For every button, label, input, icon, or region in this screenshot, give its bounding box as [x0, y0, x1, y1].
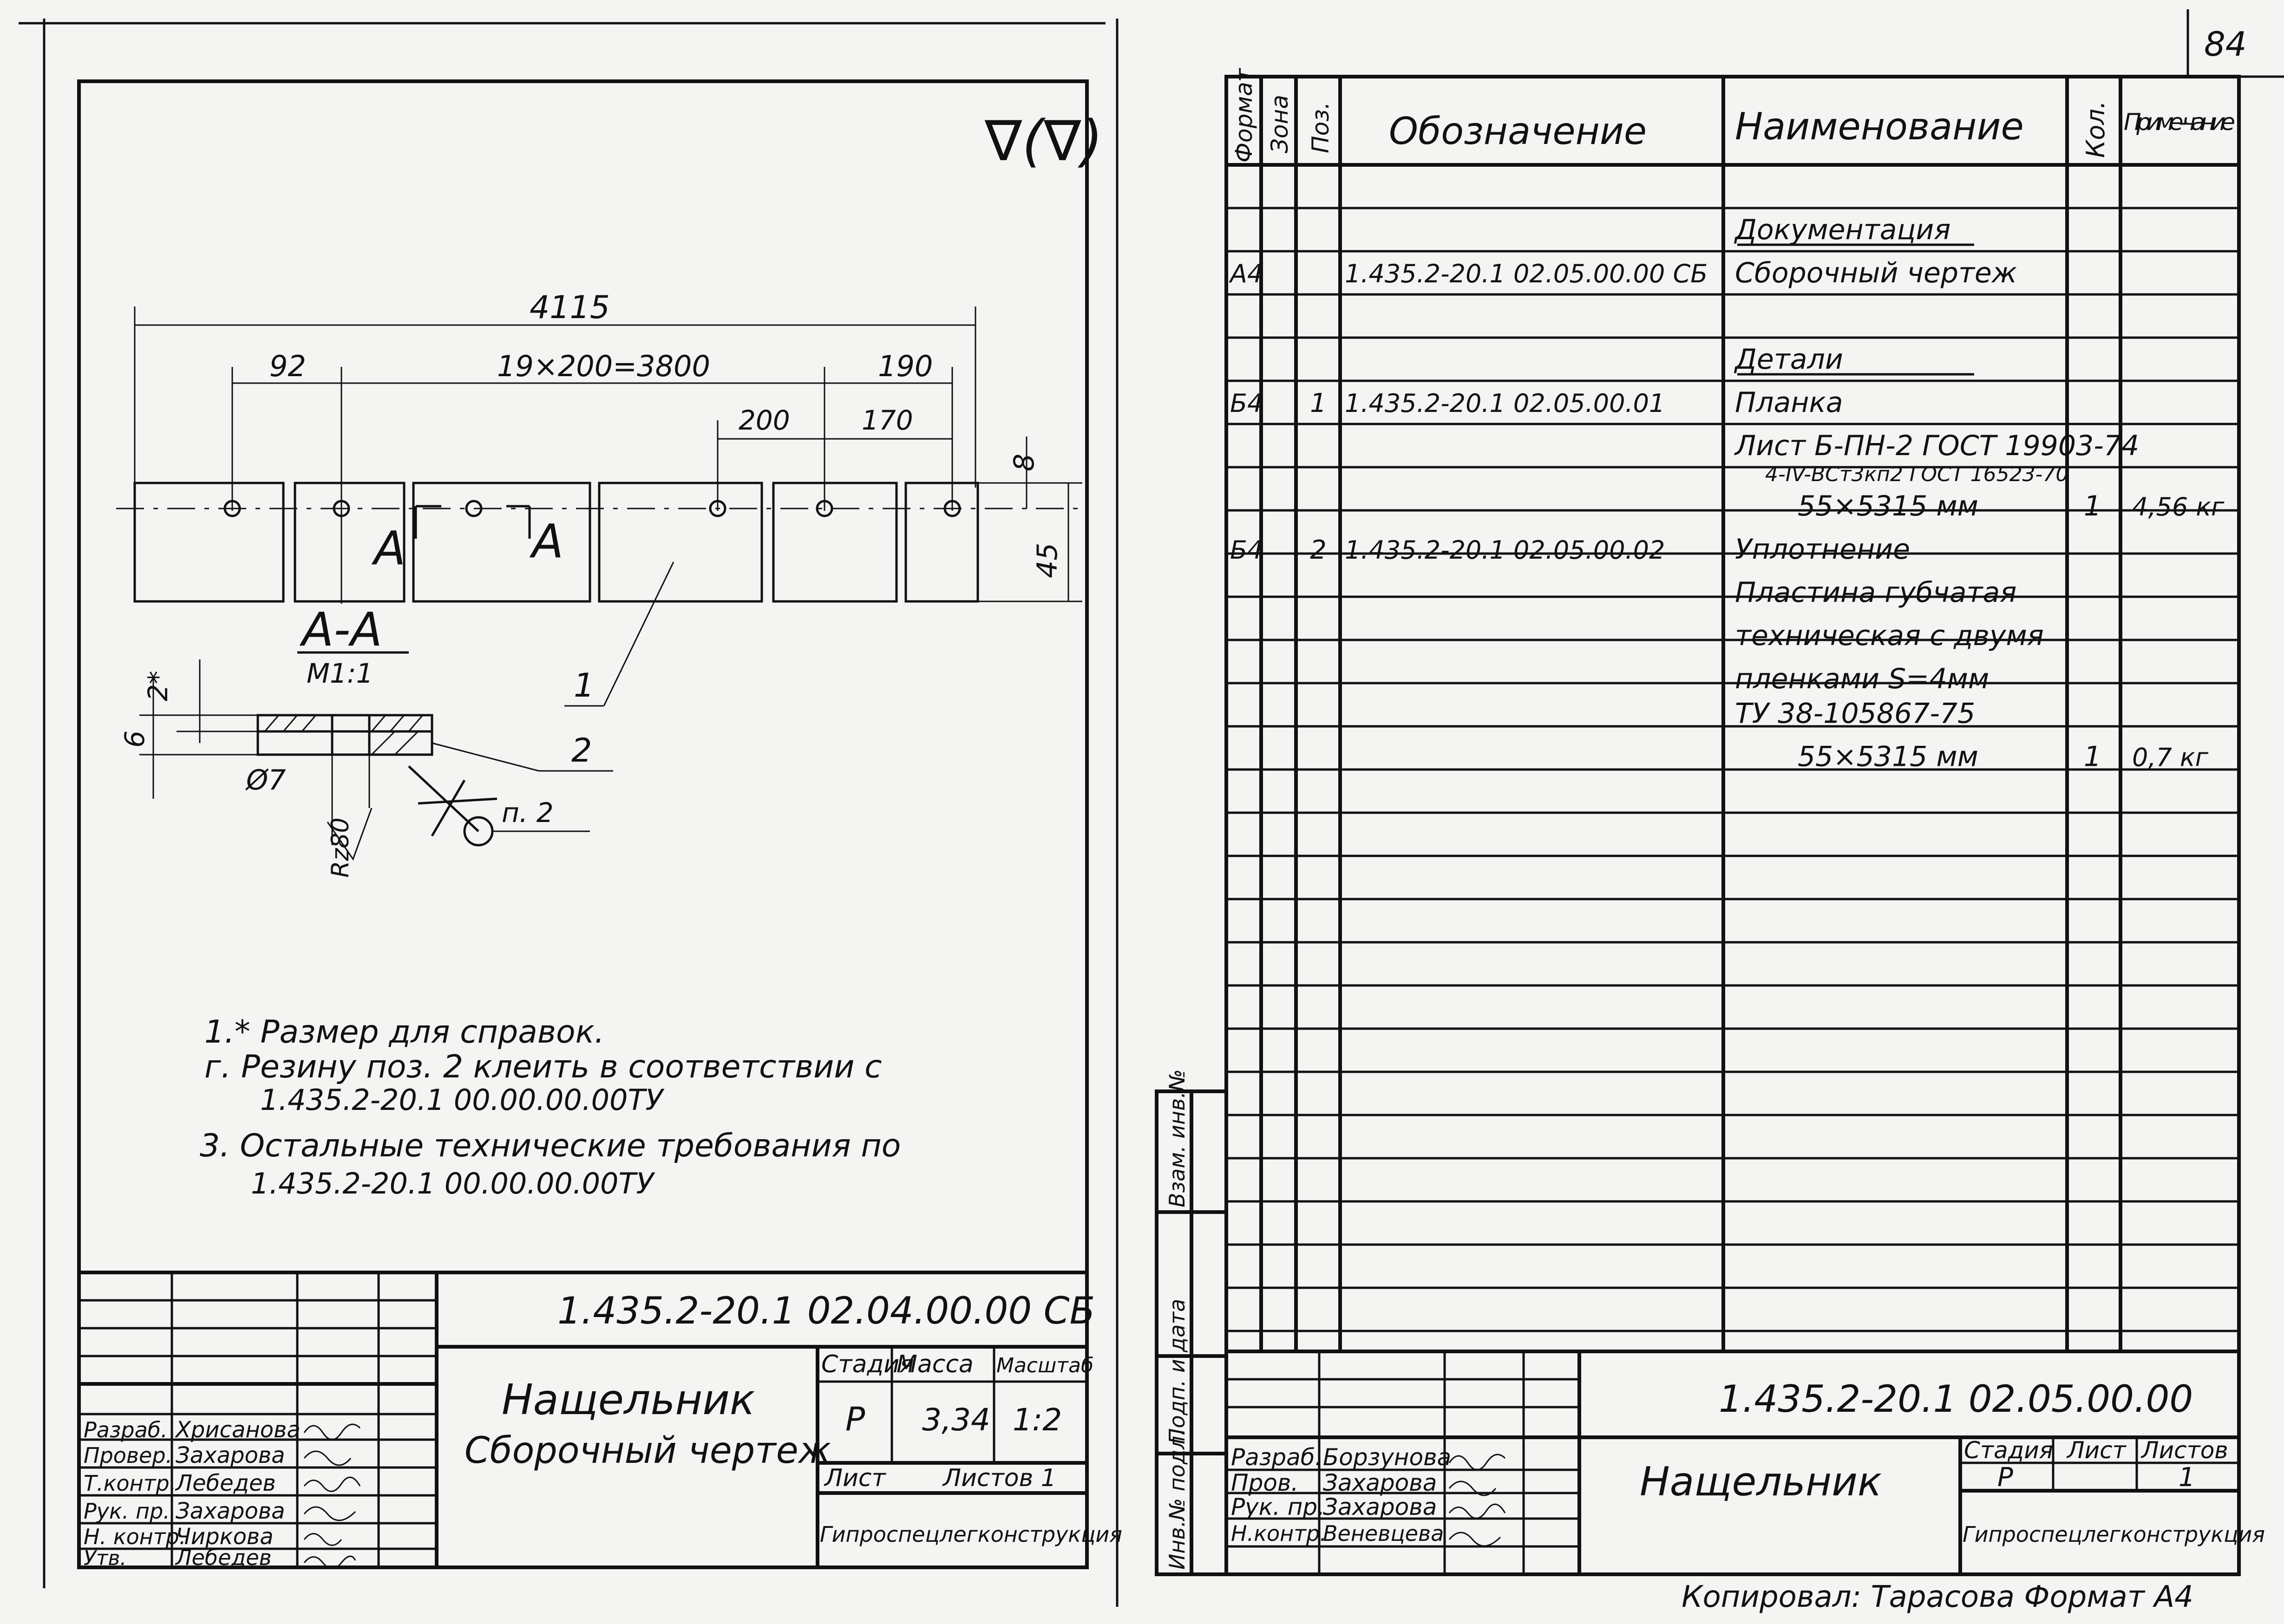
section-title: A-A [302, 602, 382, 657]
header-pos: Поз. [1307, 102, 1334, 153]
dim-2star: 2* [142, 671, 174, 701]
row-note: 4,56 кг [2132, 492, 2225, 522]
row-designation: 1.435.2-20.1 02.05.00.02 [1345, 535, 1665, 565]
section-scale: M1:1 [307, 658, 373, 689]
left-subname: Сборочный чертеж [465, 1430, 831, 1472]
footer-copied: Копировал: Тарасова Формат А4 [1682, 1580, 2193, 1614]
note-line-3: 1.435.2-20.1 00.00.00.00ТУ [260, 1083, 663, 1117]
left-person-1: Хрисанова [176, 1417, 301, 1443]
right-sheets-label: Листов [2141, 1437, 2228, 1464]
dim-170: 170 [862, 404, 913, 436]
row-format: Б4 [1230, 535, 1263, 565]
header-name: Наименование [1735, 105, 2024, 148]
right-role-3: Рук. пр. [1231, 1494, 1325, 1520]
row-designation: 1.435.2-20.1 02.05.00.00 СБ [1345, 259, 1708, 288]
note-line-1: 1.* Размер для справок. [204, 1014, 605, 1050]
note-line-2: г. Резину поз. 2 клеить в соответствии с [204, 1049, 882, 1085]
left-role-3: Т.контр. [84, 1471, 177, 1496]
row-name: Сборочный чертеж [1735, 256, 2017, 289]
header-format: Формат [1230, 68, 1257, 163]
section-marker-left: A [374, 521, 406, 575]
right-person-3: Захарова [1323, 1494, 1437, 1520]
row-name: техническая с двумя [1735, 620, 2044, 652]
right-role-2: Пров. [1231, 1469, 1299, 1496]
left-mass: 3,34 [922, 1402, 990, 1438]
right-person-4: Веневцева [1323, 1521, 1444, 1546]
left-person-4: Захарова [176, 1498, 285, 1524]
row-name: Детали [1735, 343, 1843, 376]
row-format: Б4 [1230, 388, 1263, 418]
callout-2: 2 [571, 731, 592, 770]
dim-first: 92 [269, 349, 306, 383]
dim-8: 8 [1008, 453, 1041, 471]
left-person-3: Лебедев [176, 1470, 276, 1496]
row-designation: 1.435.2-20.1 02.05.00.01 [1345, 388, 1665, 418]
header-note: Приме-чание [2124, 109, 2235, 136]
left-org: Гипроспецлегконструкция [820, 1522, 1122, 1547]
right-org: Гипроспецлегконструкция [1963, 1522, 2265, 1547]
row-pos: 1 [1310, 388, 1327, 418]
left-person-6: Лебедев [176, 1545, 272, 1570]
row-name: Лист Б-ПН-2 ГОСТ 19903-74 [1735, 429, 2140, 462]
left-scale: 1:2 [1013, 1402, 1062, 1438]
dim-6: 6 [119, 730, 151, 748]
right-sheet-label: Лист [2067, 1437, 2126, 1464]
dim-overall: 4115 [530, 289, 610, 326]
left-person-5: Чиркова [176, 1524, 274, 1550]
right-name: Нащельник [1640, 1459, 1882, 1505]
left-role-2: Провер. [84, 1443, 173, 1468]
dim-last: 190 [878, 349, 933, 383]
roughness-rz80: Rz80 [327, 817, 354, 878]
right-person-1: Борзунова [1323, 1444, 1452, 1471]
left-sheet-label: Лист [825, 1464, 886, 1492]
row-name: 55×5315 мм [1798, 740, 1978, 773]
left-name: Нащельник [502, 1376, 755, 1424]
left-stage-label: Стадия [821, 1350, 914, 1378]
left-role-6: Утв. [84, 1546, 127, 1570]
right-signatures [1449, 1454, 1505, 1546]
left-role-5: Н. контр. [84, 1524, 186, 1549]
header-zone: Зона [1266, 95, 1293, 153]
left-role-4: Рук. пр. [84, 1499, 170, 1524]
row-note: 0,7 кг [2132, 743, 2209, 772]
plank-view [116, 483, 1078, 601]
page-number: 84 [2204, 25, 2247, 64]
row-name: 55×5315 мм [1798, 490, 1978, 523]
left-scale-label: Масштаб [996, 1354, 1094, 1377]
callout-1: 1 [574, 666, 595, 704]
dim-middle: 19×200=3800 [497, 349, 710, 383]
header-designation: Обозначение [1389, 110, 1647, 153]
dim-200: 200 [739, 404, 790, 436]
side-label-inv: Инв.№ подл. [1165, 1429, 1190, 1570]
row-name: Уплотнение [1735, 533, 1911, 566]
note-ref-p2: п. 2 [502, 797, 554, 828]
right-stage: Р [1997, 1462, 2013, 1493]
row-name: 4-IV-ВСт3кп2 ГОСТ 16523-70 [1765, 462, 2069, 486]
right-role-4: Н.контр. [1231, 1521, 1327, 1546]
row-name: ТУ 38-105867-75 [1735, 697, 1976, 730]
section-marker-right: A [532, 514, 564, 568]
left-mass-label: Масса [897, 1350, 974, 1378]
header-qty: Кол. [2081, 100, 2110, 158]
left-role-1: Разраб. [84, 1417, 168, 1442]
row-name: Документация [1735, 213, 1951, 246]
row-qty: 1 [2083, 490, 2102, 523]
row-qty: 1 [2083, 740, 2102, 773]
dim-45: 45 [1031, 542, 1064, 578]
side-label-replace: Взам. инв.№ [1165, 1069, 1190, 1207]
left-code: 1.435.2-20.1 02.04.00.00 СБ [557, 1289, 1095, 1332]
left-sheets-label: Листов 1 [943, 1464, 1056, 1492]
row-name: пленками S=4мм [1735, 663, 1990, 696]
row-pos: 2 [1310, 535, 1327, 566]
spec-rows [1229, 214, 2225, 773]
row-name: Планка [1735, 386, 1843, 419]
right-stage-label: Стадия [1964, 1437, 2053, 1464]
right-role-1: Разраб. [1231, 1444, 1322, 1471]
row-format: А4 [1230, 259, 1263, 288]
dim-d7: Ø7 [246, 764, 286, 796]
right-person-2: Захарова [1323, 1469, 1437, 1496]
note-line-4: 3. Остальные технические требования по [200, 1128, 901, 1164]
right-sheets: 1 [2179, 1462, 2195, 1493]
note-line-5: 1.435.2-20.1 00.00.00.00ТУ [251, 1167, 654, 1200]
side-label-sign: Подп. и дата [1165, 1298, 1190, 1444]
roughness-mark: ∇(∇) [985, 109, 1103, 174]
row-name: Пластина губчатая [1735, 576, 2017, 609]
left-stage: Р [845, 1400, 865, 1438]
left-person-2: Захарова [176, 1442, 285, 1468]
right-code: 1.435.2-20.1 02.05.00.00 [1719, 1377, 2193, 1421]
